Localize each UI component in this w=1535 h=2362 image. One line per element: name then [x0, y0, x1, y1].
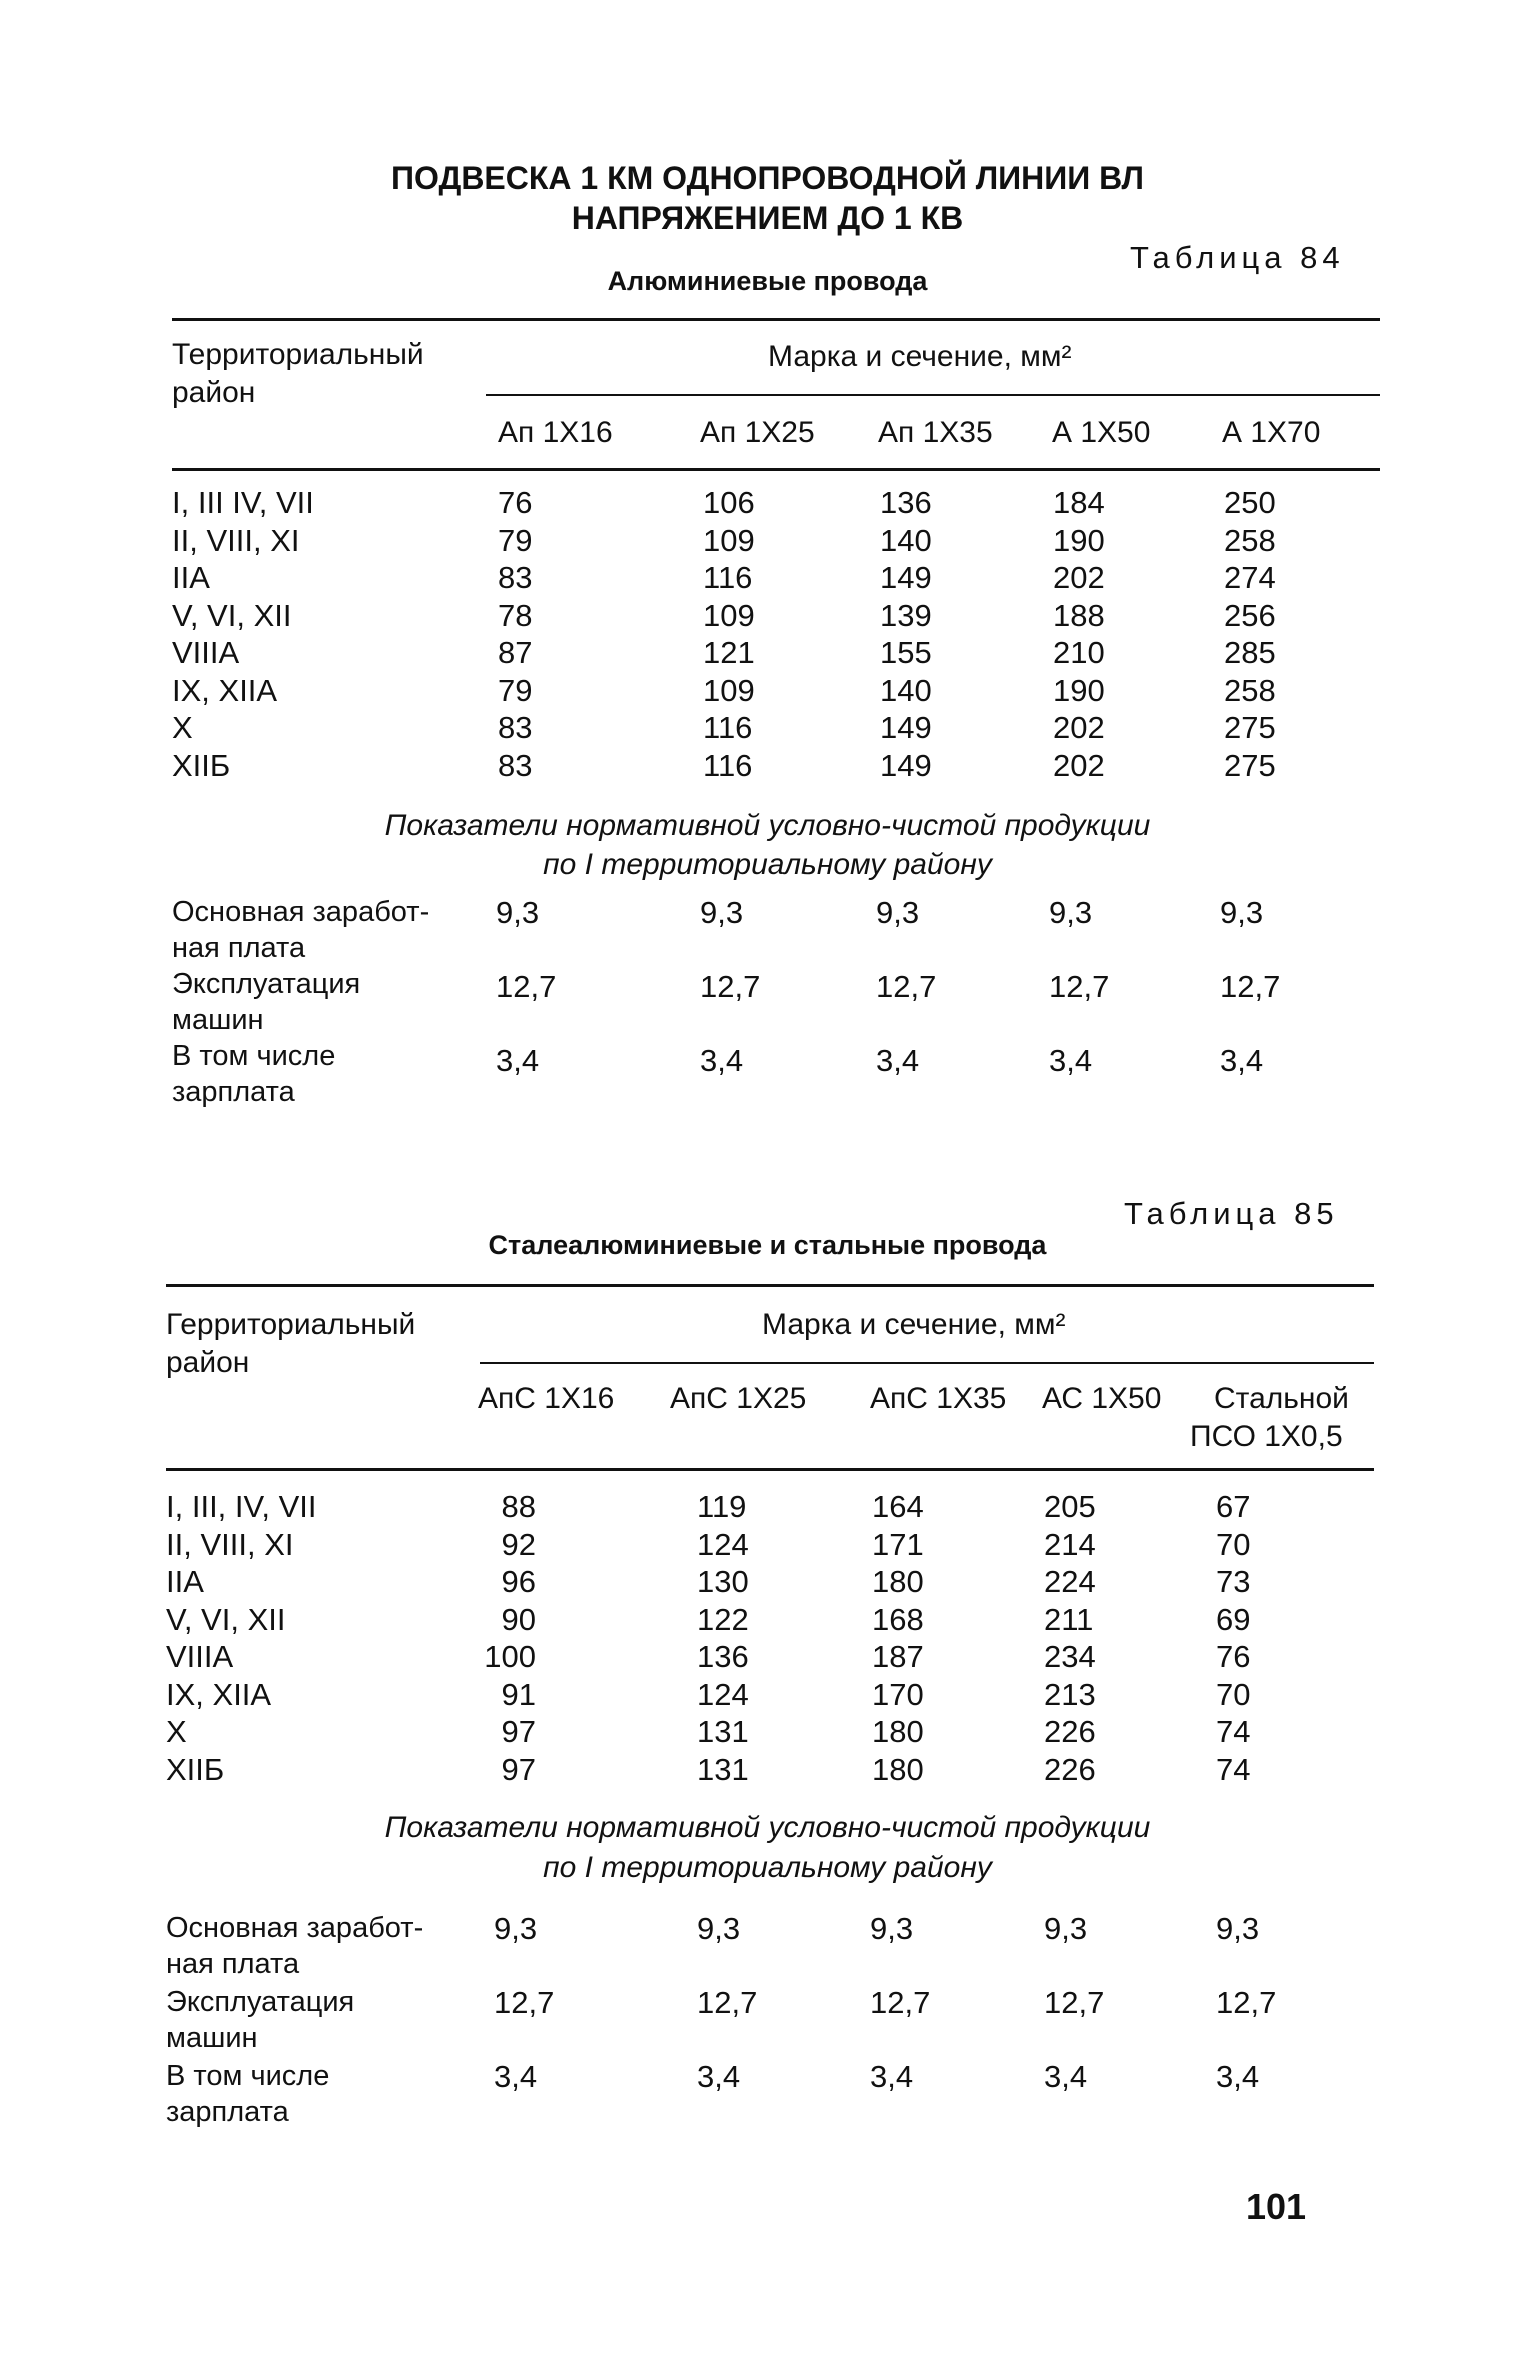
table-cell: 149	[880, 710, 932, 745]
table-cell: 79	[498, 522, 533, 558]
table-cell: 9,3	[1216, 1911, 1260, 1946]
page-title-line2: НАПРЯЖЕНИЕМ ДО 1 КВ	[571, 200, 964, 236]
indicator-label-line2: машин	[166, 2022, 258, 2054]
table84-values-col-5	[1224, 484, 1276, 784]
table-cell: 12,7	[697, 1985, 758, 2020]
table-cell: 130	[697, 1564, 749, 1599]
table-cell: 202	[1053, 747, 1105, 783]
table84-col-2: Ап 1Х25	[700, 416, 815, 449]
table84-caption: Алюминиевые провода	[607, 266, 928, 296]
table85-top-rule	[166, 1284, 1374, 1287]
table-cell: 87	[498, 635, 533, 670]
table-cell: 12,7	[870, 1985, 931, 2020]
table-cell: 9,3	[494, 1911, 538, 1946]
table-cell: 149	[880, 560, 932, 595]
table-cell: 122	[697, 1601, 749, 1637]
table-cell: 97	[501, 1751, 536, 1787]
table85-note-line2: по I территориальному району	[543, 1851, 992, 1884]
table85-caption: Сталеалюминиевые и стальные провода	[488, 1230, 1047, 1260]
table-cell: 69	[1216, 1601, 1251, 1637]
table-cell: 214	[1044, 1526, 1096, 1562]
table-cell: 116	[703, 710, 753, 745]
table85-col-4: АС 1Х50	[1042, 1382, 1162, 1415]
page-title-line1: ПОДВЕСКА 1 КМ ОДНОПРОВОДНОЙ ЛИНИИ ВЛ	[391, 160, 1144, 196]
table85-mid-rule	[480, 1362, 1374, 1364]
table85-group-header: Марка и сечение, мм²	[762, 1308, 1066, 1341]
table84-col-5: А 1Х70	[1222, 416, 1321, 449]
indicator-label-line2: зарплата	[166, 2096, 289, 2128]
table-cell: 67	[1216, 1489, 1251, 1524]
table85-col-3: АпС 1Х35	[870, 1382, 1007, 1415]
table-cell: 74	[1216, 1714, 1251, 1749]
table-cell: 3,4	[1044, 2059, 1088, 2094]
table85-values-col-2	[697, 1488, 749, 1788]
table-cell: 250	[1224, 485, 1276, 520]
table84-indicator-3-label	[172, 1038, 335, 1110]
table-cell: 211	[1044, 1601, 1094, 1637]
table85-label: Таблица 85	[1124, 1196, 1339, 1231]
table-cell: 149	[880, 747, 932, 783]
table84-col-4: А 1Х50	[1052, 416, 1151, 449]
table-cell: 9,3	[1044, 1911, 1088, 1946]
table-cell: 205	[1044, 1489, 1096, 1524]
table-cell: 76	[498, 485, 533, 520]
indicator-label-line1: В том числе	[172, 1040, 336, 1072]
table-cell: 9,3	[697, 1911, 741, 1946]
table84-region-header	[172, 336, 424, 412]
indicator-label-line2: зарплата	[172, 1076, 295, 1108]
table-cell: 124	[697, 1676, 749, 1712]
table84-note-line2: по I территориальному району	[543, 848, 992, 881]
table-cell: 190	[1053, 522, 1105, 558]
table-cell: 258	[1224, 672, 1276, 708]
table-cell: 92	[501, 1526, 536, 1562]
table84-label: Таблица 84	[1130, 240, 1345, 275]
table84-region-header-line2: район	[172, 376, 256, 409]
table84-mid-rule	[486, 394, 1380, 396]
table-cell: 12,7	[1220, 969, 1281, 1004]
table84-indicator-2-label	[172, 966, 360, 1038]
table-cell: 3,4	[876, 1043, 920, 1078]
table-cell: 78	[498, 597, 533, 633]
indicator-label-line2: ная плата	[166, 1948, 300, 1980]
table-row-label: IX, XIIA	[172, 672, 278, 708]
table-cell: 12,7	[700, 969, 761, 1004]
indicator-label-line1: Эксплуатация	[166, 1986, 355, 2018]
table-cell: 70	[1216, 1676, 1251, 1712]
table-cell: 116	[703, 747, 753, 783]
table-cell: 3,4	[496, 1043, 540, 1078]
table-cell: 275	[1224, 710, 1276, 745]
table-cell: 234	[1044, 1639, 1096, 1674]
table85-indicator-2-label	[166, 1984, 354, 2056]
table-cell: 83	[498, 710, 533, 745]
table-cell: 76	[1216, 1639, 1251, 1674]
table84-header-rule	[172, 468, 1380, 471]
table85-indicator-1-label	[166, 1910, 423, 1982]
table85-note-line1: Показатели нормативной условно-чистой продукции	[384, 1811, 1151, 1844]
indicator-label-line1: Эксплуатация	[172, 968, 361, 1000]
table-row-label: V, VI, XII	[172, 597, 292, 633]
table-cell: 9,3	[870, 1911, 914, 1946]
table85-region-header	[166, 1306, 415, 1382]
table-cell: 70	[1216, 1526, 1251, 1562]
table-cell: 9,3	[876, 895, 920, 930]
table-cell: 213	[1044, 1676, 1096, 1712]
table-cell: 12,7	[494, 1985, 555, 2020]
table-row-label: IIA	[172, 560, 210, 595]
table-row-label: XIIБ	[172, 747, 231, 783]
table-cell: 79	[498, 672, 533, 708]
table-cell: 3,4	[1049, 1043, 1093, 1078]
table-cell: 74	[1216, 1751, 1251, 1787]
table-cell: 83	[498, 560, 533, 595]
table-cell: 109	[703, 597, 755, 633]
table84-note-line1: Показатели нормативной условно-чистой продукции	[384, 809, 1151, 842]
table-cell: 136	[880, 485, 932, 520]
table-cell: 274	[1224, 560, 1276, 595]
table-row-label: VIIIA	[172, 635, 240, 670]
table-cell: 202	[1053, 710, 1105, 745]
table85-col-5-line2: ПСО 1Х0,5	[1190, 1420, 1343, 1453]
table85-col-5: Стальной	[1214, 1382, 1349, 1415]
table-cell: 170	[872, 1676, 924, 1712]
table84-values-col-1	[498, 484, 532, 784]
table-row-label: I, III, IV, VII	[166, 1489, 317, 1524]
table-cell: 275	[1224, 747, 1276, 783]
table-cell: 155	[880, 635, 932, 670]
table-cell: 119	[697, 1489, 747, 1524]
table84-region-header-line1: Территориальный	[172, 338, 424, 371]
table84-group-header: Марка и сечение, мм²	[768, 340, 1072, 373]
table-row-label: V, VI, XII	[166, 1601, 286, 1637]
indicator-label-line2: ная плата	[172, 932, 306, 964]
table-cell: 180	[872, 1564, 924, 1599]
table-cell: 96	[501, 1564, 536, 1599]
table-row-label: I, III IV, VII	[172, 485, 314, 520]
table-cell: 12,7	[1049, 969, 1110, 1004]
table-cell: 3,4	[494, 2059, 538, 2094]
table85-region-column	[166, 1488, 316, 1788]
table-cell: 9,3	[700, 895, 744, 930]
table-cell: 256	[1224, 597, 1276, 633]
table85-values-col-3	[872, 1488, 924, 1788]
table-cell: 9,3	[1220, 895, 1264, 930]
table84-values-col-4	[1053, 484, 1105, 784]
table-row-label: II, VIII, XI	[166, 1526, 294, 1562]
table-cell: 9,3	[496, 895, 540, 930]
table85-values-col-5	[1216, 1488, 1250, 1788]
table-cell: 12,7	[496, 969, 557, 1004]
table-row-label: X	[166, 1714, 187, 1749]
table-cell: 91	[501, 1676, 536, 1712]
table-cell: 109	[703, 672, 755, 708]
table-cell: 124	[697, 1526, 749, 1562]
table-cell: 106	[703, 485, 755, 520]
table85-indicator-3-label	[166, 2058, 329, 2130]
table-cell: 121	[703, 635, 755, 670]
table-cell: 188	[1053, 597, 1105, 633]
table-cell: 224	[1044, 1564, 1096, 1599]
table-cell: 131	[697, 1714, 749, 1749]
table-cell: 210	[1053, 635, 1105, 670]
table-cell: 3,4	[1220, 1043, 1264, 1078]
table-row-label: II, VIII, XI	[172, 522, 300, 558]
table84-indicator-1-label	[172, 894, 429, 966]
table84-values-col-2	[703, 484, 755, 784]
indicator-label-line2: машин	[172, 1004, 264, 1036]
table84-top-rule	[172, 318, 1380, 321]
table-cell: 90	[501, 1601, 536, 1637]
table-cell: 116	[703, 560, 753, 595]
table-cell: 100	[484, 1639, 536, 1674]
table-cell: 140	[880, 522, 932, 558]
table-cell: 187	[872, 1639, 924, 1674]
table-cell: 131	[697, 1751, 749, 1787]
table85-values-col-4	[1044, 1488, 1096, 1788]
table-cell: 184	[1053, 485, 1105, 520]
table-cell: 226	[1044, 1751, 1096, 1787]
table-cell: 180	[872, 1714, 924, 1749]
table-cell: 73	[1216, 1564, 1251, 1599]
table-cell: 3,4	[700, 1043, 744, 1078]
page-number: 101	[1246, 2186, 1307, 2227]
table84-col-3: Ап 1Х35	[878, 416, 993, 449]
table85-region-header-line1: Герриториальный	[166, 1308, 416, 1341]
table-cell: 258	[1224, 522, 1276, 558]
table-cell: 226	[1044, 1714, 1096, 1749]
table85-col-2: АпС 1Х25	[670, 1382, 807, 1415]
indicator-label-line1: Основная заработ-	[172, 896, 430, 928]
table84-region-column	[172, 484, 314, 784]
table-cell: 12,7	[876, 969, 937, 1004]
table-row-label: XIIБ	[166, 1751, 225, 1787]
table84-values-col-3	[880, 484, 932, 784]
table85-header-rule	[166, 1468, 1374, 1471]
table-cell: 190	[1053, 672, 1105, 708]
table-cell: 285	[1224, 635, 1276, 670]
table-cell: 88	[501, 1489, 536, 1524]
table85-values-col-1	[474, 1488, 536, 1788]
table-cell: 12,7	[1216, 1985, 1277, 2020]
table-cell: 139	[880, 597, 932, 633]
table-cell: 202	[1053, 560, 1105, 595]
table-row-label: IX, XIIA	[166, 1676, 272, 1712]
table-row-label: VIIIA	[166, 1639, 234, 1674]
table-cell: 109	[703, 522, 755, 558]
table-cell: 9,3	[1049, 895, 1093, 930]
table-cell: 3,4	[1216, 2059, 1260, 2094]
table85-col-1: АпС 1Х16	[478, 1382, 615, 1415]
table-cell: 171	[872, 1526, 924, 1562]
table-cell: 3,4	[697, 2059, 741, 2094]
table-cell: 12,7	[1044, 1985, 1105, 2020]
table-cell: 140	[880, 672, 932, 708]
indicator-label-line1: Основная заработ-	[166, 1912, 424, 1944]
indicator-label-line1: В том числе	[166, 2060, 330, 2092]
table-cell: 168	[872, 1601, 924, 1637]
table85-region-header-line2: район	[166, 1346, 250, 1379]
table-cell: 164	[872, 1489, 924, 1524]
table-cell: 83	[498, 747, 533, 783]
table-row-label: IIA	[166, 1564, 204, 1599]
table-cell: 180	[872, 1751, 924, 1787]
table84-col-1: Ап 1Х16	[498, 416, 613, 449]
table-cell: 136	[697, 1639, 749, 1674]
table-cell: 3,4	[870, 2059, 914, 2094]
table-row-label: X	[172, 710, 193, 745]
table-cell: 97	[501, 1714, 536, 1749]
